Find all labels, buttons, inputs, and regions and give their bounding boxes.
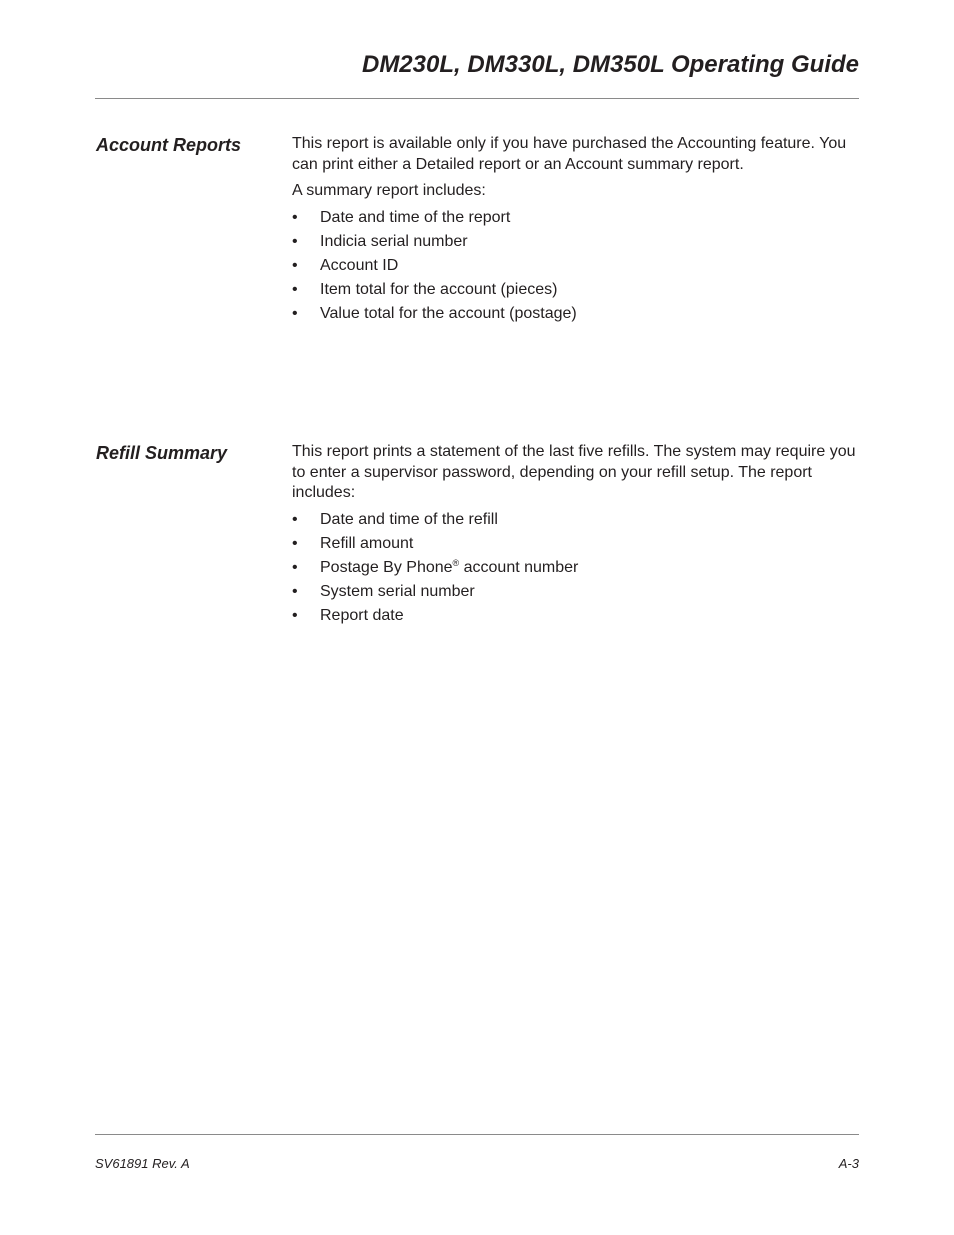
list-item bbox=[292, 582, 867, 603]
list-item bbox=[292, 558, 867, 579]
list-item-text: Report date bbox=[320, 606, 404, 624]
list-item bbox=[292, 280, 867, 301]
section-body bbox=[292, 134, 867, 328]
list-item-text bbox=[320, 559, 578, 576]
bullet-icon: • bbox=[292, 304, 298, 322]
bullet-icon: • bbox=[292, 558, 298, 576]
list-item bbox=[292, 208, 867, 229]
header-divider bbox=[95, 98, 859, 99]
list-item bbox=[292, 534, 867, 555]
section-heading: Refill Summary bbox=[96, 443, 228, 463]
list-item-text: Indicia serial number bbox=[320, 232, 468, 250]
bullet-icon: • bbox=[292, 280, 298, 298]
list-item bbox=[292, 304, 867, 325]
list-item-text: Refill amount bbox=[320, 534, 414, 552]
registered-mark: ® bbox=[452, 557, 460, 568]
trademark-text: Postage By Phone bbox=[320, 558, 453, 576]
list-item bbox=[292, 232, 867, 253]
list-item-text: System serial number bbox=[320, 582, 475, 600]
footer-divider bbox=[95, 1134, 859, 1135]
bullet-icon: • bbox=[292, 510, 298, 528]
list-item-suffix: account number bbox=[459, 558, 579, 576]
list-item bbox=[292, 510, 867, 531]
paragraph: A summary report includes: bbox=[292, 182, 486, 199]
list-item bbox=[292, 606, 867, 627]
footer-page-number: A-3 bbox=[838, 1156, 859, 1171]
page-title: DM230L, DM330L, DM350L Operating Guide bbox=[361, 51, 859, 78]
list-item-text: Item total for the account (pieces) bbox=[320, 280, 558, 298]
bullet-icon: • bbox=[292, 208, 298, 226]
footer-doc-id: SV61891 Rev. A bbox=[95, 1156, 190, 1171]
list-item bbox=[292, 256, 867, 277]
paragraph: This report prints a statement of the last five refills. The system may require you to enter a supervisor password, depending on your refill setup. The report includes: bbox=[292, 443, 856, 501]
section-heading: Account Reports bbox=[96, 135, 242, 155]
bullet-icon: • bbox=[292, 534, 298, 552]
paragraph: This report is available only if you have purchased the Accounting feature. You can print either a Detailed report or an Account summary report. bbox=[292, 135, 847, 173]
bullet-list bbox=[292, 208, 867, 325]
bullet-icon: • bbox=[292, 232, 298, 250]
list-item-text: Date and time of the report bbox=[320, 208, 511, 226]
section-body bbox=[292, 442, 867, 630]
list-item-text: Value total for the account (postage) bbox=[320, 304, 577, 322]
bullet-icon: • bbox=[292, 256, 298, 274]
bullet-icon: • bbox=[292, 606, 298, 624]
bullet-list bbox=[292, 510, 867, 627]
bullet-icon: • bbox=[292, 582, 298, 600]
list-item-text: Account ID bbox=[320, 256, 399, 274]
list-item-text: Date and time of the refill bbox=[320, 510, 498, 528]
